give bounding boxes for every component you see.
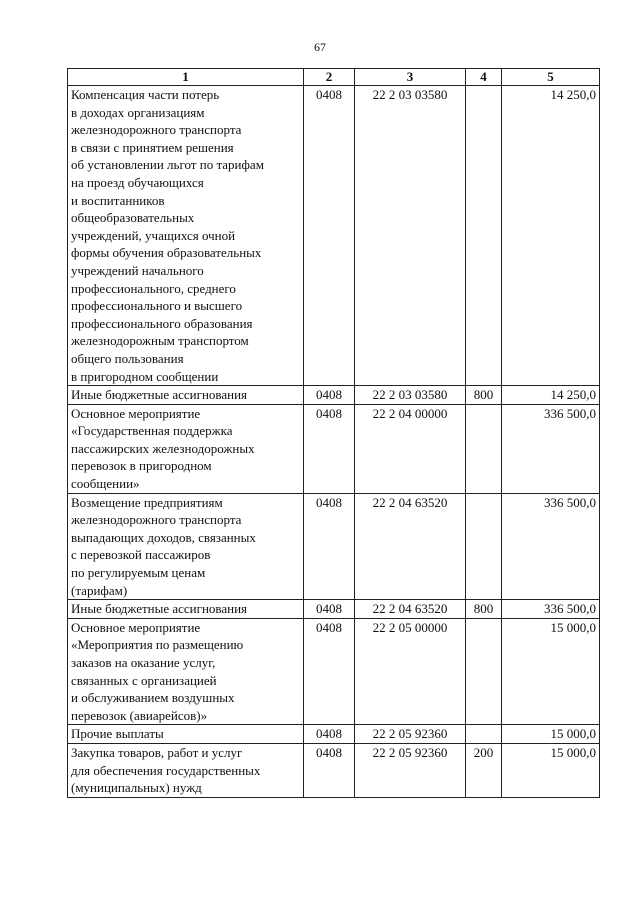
row-expense-type	[466, 493, 502, 600]
row-name	[68, 86, 304, 386]
row-name-line: учреждений начального	[71, 262, 204, 278]
row-name	[68, 600, 304, 619]
table-row	[68, 404, 600, 493]
row-name-line: Закупка товаров, работ и услуг	[71, 744, 243, 760]
table-row	[68, 743, 600, 797]
row-name-line: железнодорожным транспортом	[71, 333, 249, 349]
row-name-line: Основное мероприятие	[71, 619, 201, 635]
row-name-line: Основное мероприятие	[71, 405, 201, 421]
row-name-line: Иные бюджетные ассигнования	[71, 387, 248, 403]
row-amount: 15 000,0	[502, 725, 600, 744]
header-col-2: 2	[304, 69, 355, 86]
header-col-5: 5	[502, 69, 600, 86]
row-target-code: 22 2 05 92360	[355, 743, 466, 797]
budget-table	[67, 68, 600, 798]
row-name-line: по регулируемым ценам	[71, 565, 206, 581]
row-section-code: 0408	[304, 600, 355, 619]
row-section-code: 0408	[304, 86, 355, 386]
row-section-code: 0408	[304, 618, 355, 725]
row-amount: 336 500,0	[502, 404, 600, 493]
row-name	[68, 725, 304, 744]
row-name-line: железнодорожного транспорта	[71, 512, 242, 528]
table-row	[68, 86, 600, 386]
row-name-line: общего пользования	[71, 350, 184, 366]
row-name-line: связанных с организацией	[71, 672, 217, 688]
row-name-line: в доходах организациям	[71, 104, 205, 120]
row-expense-type	[466, 404, 502, 493]
row-target-code: 22 2 05 92360	[355, 725, 466, 744]
row-name-line: с перевозкой пассажиров	[71, 547, 211, 563]
row-target-code: 22 2 03 03580	[355, 86, 466, 386]
row-expense-type	[466, 725, 502, 744]
header-col-4: 4	[466, 69, 502, 86]
row-name-line: профессионального, среднего	[71, 280, 236, 296]
row-name-line: и обслуживанием воздушных	[71, 690, 235, 706]
row-expense-type: 200	[466, 743, 502, 797]
row-expense-type: 800	[466, 386, 502, 405]
row-name-line: для обеспечения государственных	[71, 762, 261, 778]
row-name-line: формы обучения образовательных	[71, 245, 262, 261]
row-target-code: 22 2 05 00000	[355, 618, 466, 725]
row-expense-type	[466, 86, 502, 386]
row-target-code: 22 2 04 63520	[355, 493, 466, 600]
page-number: 67	[314, 40, 326, 54]
table-row	[68, 725, 600, 744]
row-amount: 336 500,0	[502, 493, 600, 600]
row-section-code: 0408	[304, 725, 355, 744]
header-row	[68, 69, 600, 86]
row-amount: 15 000,0	[502, 618, 600, 725]
row-name-line: профессионального образования	[71, 315, 253, 331]
row-name-line: (тарифам)	[71, 582, 128, 598]
row-name-line: Прочие выплаты	[71, 726, 164, 742]
row-name-line: перевозок (авиарейсов)»	[71, 707, 208, 723]
row-name	[68, 618, 304, 725]
table-row	[68, 618, 600, 725]
row-name-line: выпадающих доходов, связанных	[71, 529, 256, 545]
table-row	[68, 600, 600, 619]
row-name-line: железнодорожного транспорта	[71, 122, 242, 138]
row-name-line: профессионального и высшего	[71, 298, 243, 314]
row-amount: 14 250,0	[502, 386, 600, 405]
row-amount: 14 250,0	[502, 86, 600, 386]
row-name-line: в связи с принятием решения	[71, 139, 234, 155]
header-col-3: 3	[355, 69, 466, 86]
row-target-code: 22 2 04 00000	[355, 404, 466, 493]
row-name-line: на проезд обучающихся	[71, 174, 204, 190]
row-expense-type	[466, 618, 502, 725]
row-target-code: 22 2 04 63520	[355, 600, 466, 619]
row-name-line: «Государственная поддержка	[71, 423, 233, 439]
row-section-code: 0408	[304, 404, 355, 493]
row-name-line: Компенсация части потерь	[71, 87, 220, 102]
header-col-1: 1	[68, 69, 304, 86]
row-name-line: учреждений, учащихся очной	[71, 227, 236, 243]
row-name-line: заказов на оказание услуг,	[71, 655, 216, 670]
row-name	[68, 493, 304, 600]
row-name-line: (муниципальных) нужд	[71, 780, 202, 796]
table-row	[68, 493, 600, 600]
row-section-code: 0408	[304, 386, 355, 405]
row-name-line: об установлении льгот по тарифам	[71, 157, 264, 173]
row-name-line: общеобразовательных	[71, 210, 195, 226]
table-row	[68, 386, 600, 405]
row-amount: 336 500,0	[502, 600, 600, 619]
row-target-code: 22 2 03 03580	[355, 386, 466, 405]
row-amount: 15 000,0	[502, 743, 600, 797]
row-section-code: 0408	[304, 493, 355, 600]
row-name-line: пассажирских железнодорожных	[71, 440, 255, 456]
row-name-line: «Мероприятия по размещению	[71, 637, 244, 653]
row-expense-type: 800	[466, 600, 502, 619]
row-name	[68, 743, 304, 797]
row-name-line: сообщении»	[71, 476, 140, 492]
row-name-line: в пригородном сообщении	[71, 368, 219, 384]
row-name	[68, 404, 304, 493]
row-name-line: и воспитанников	[71, 192, 165, 208]
row-name	[68, 386, 304, 405]
row-name-line: Иные бюджетные ассигнования	[71, 601, 248, 617]
row-section-code: 0408	[304, 743, 355, 797]
row-name-line: перевозок в пригородном	[71, 458, 212, 474]
row-name-line: Возмещение предприятиям	[71, 494, 223, 510]
